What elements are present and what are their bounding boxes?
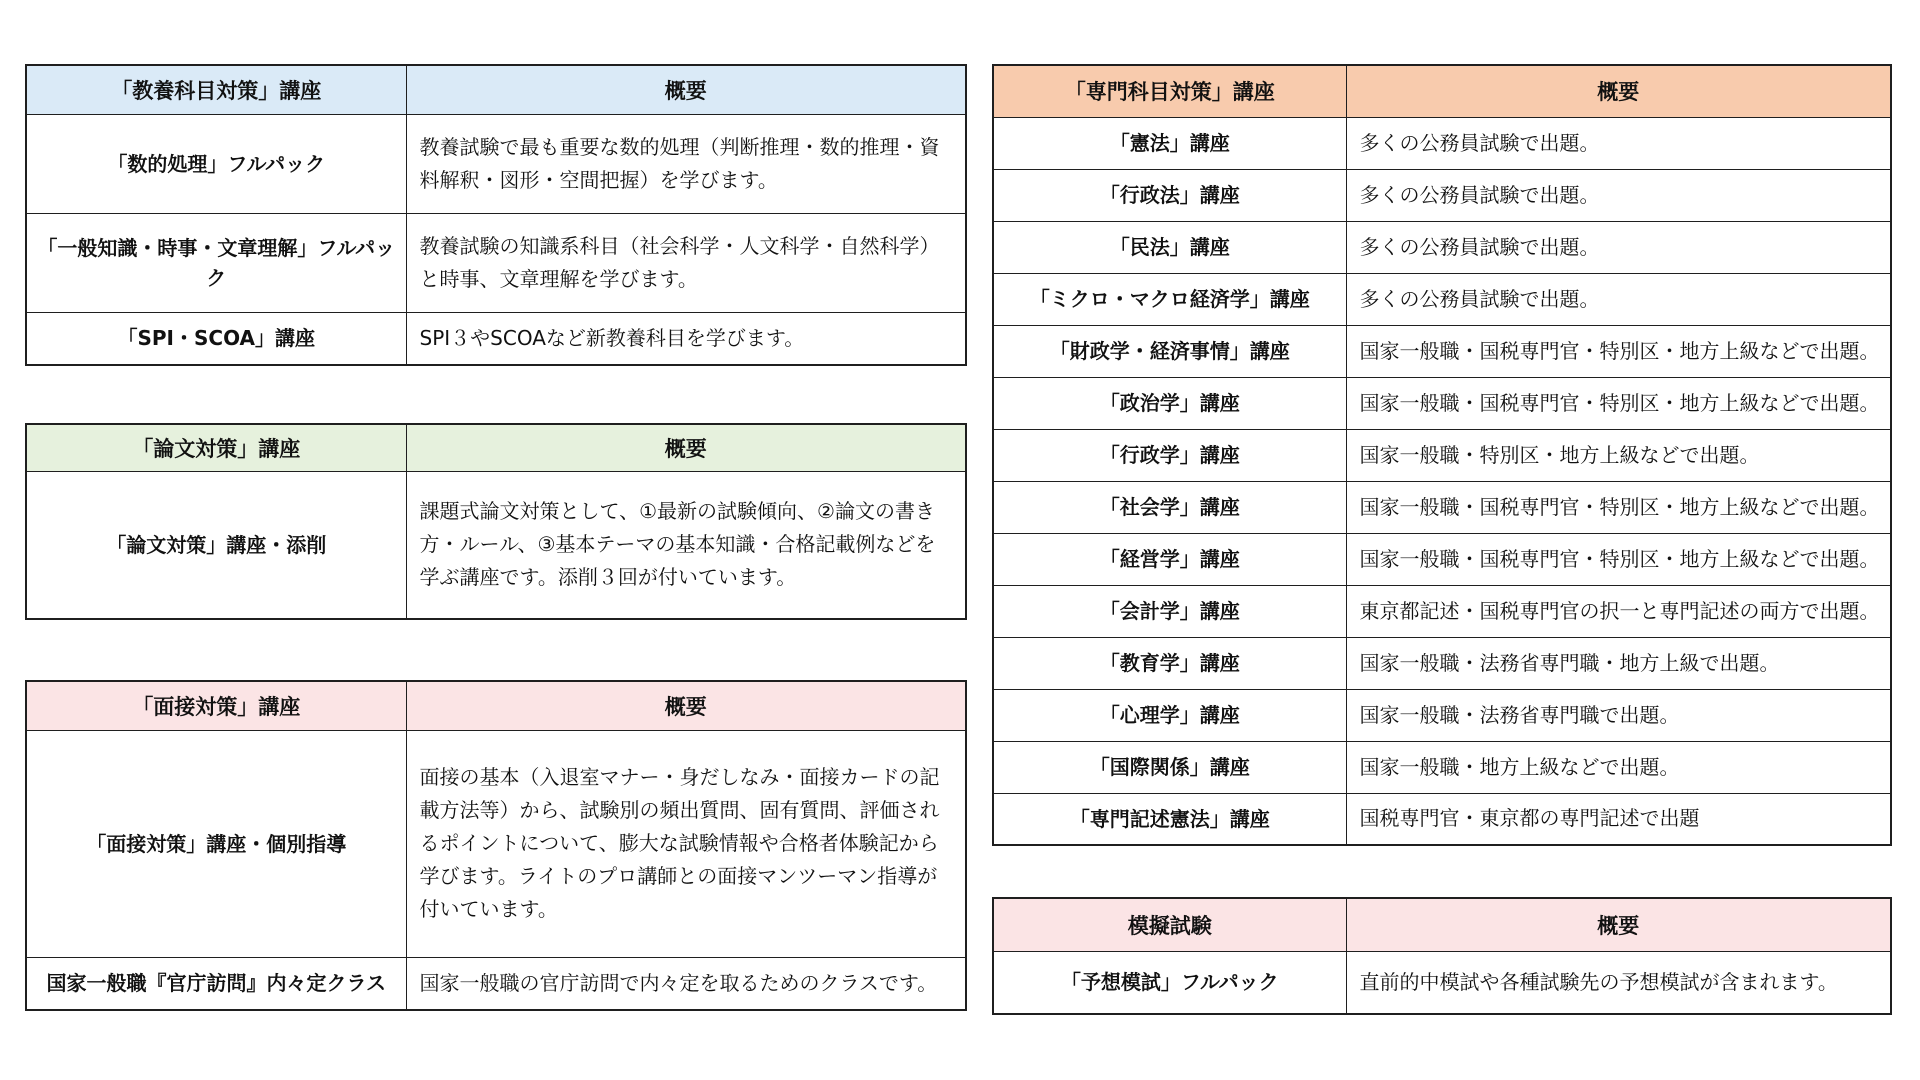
- mensetsu-taisaku-table: [25, 680, 967, 1011]
- course-name-cell: 「予想模試」フルパック: [993, 951, 1346, 1014]
- course-desc-cell: 面接の基本（入退室マナー・身だしなみ・面接カードの記載方法等）から、試験別の頻出質問、固有質問、評価されるポイントについて、膨大な試験情報や合格者体験記から学びます。ライトのプロ講師との面接マンツーマン指導が付いています。: [406, 730, 966, 957]
- course-name-cell: 「論文対策」講座・添削: [26, 471, 406, 619]
- table-row: [993, 325, 1891, 377]
- course-name-cell: 「行政法」講座: [993, 169, 1346, 221]
- table-row: [993, 221, 1891, 273]
- course-name-cell: 「教育学」講座: [993, 637, 1346, 689]
- table-row: [993, 689, 1891, 741]
- table-row: [26, 114, 966, 213]
- course-desc-cell: 多くの公務員試験で出題。: [1346, 117, 1891, 169]
- overview-header: 概要: [1346, 65, 1891, 117]
- course-desc-cell: 課題式論文対策として、①最新の試験傾向、②論文の書き方・ルール、③基本テーマの基本知識・合格記載例などを学ぶ講座です。添削３回が付いています。: [406, 471, 966, 619]
- course-desc-cell: 国家一般職・国税専門官・特別区・地方上級などで出題。: [1346, 377, 1891, 429]
- course-desc-cell: 教養試験で最も重要な数的処理（判断推理・数的推理・資料解釈・図形・空間把握）を学びます。: [406, 114, 966, 213]
- table-row: [993, 741, 1891, 793]
- course-name-cell: 「SPI・SCOA」講座: [26, 312, 406, 365]
- mogi-shiken-table: [992, 897, 1892, 1015]
- table-header-row: [26, 681, 966, 730]
- course-name-cell: 「会計学」講座: [993, 585, 1346, 637]
- table-header-row: [993, 898, 1891, 951]
- overview-header: 概要: [406, 424, 966, 471]
- table-header-row: [993, 65, 1891, 117]
- course-name-cell: 「専門記述憲法」講座: [993, 793, 1346, 845]
- overview-header: 概要: [1346, 898, 1891, 951]
- course-name-cell: 「行政学」講座: [993, 429, 1346, 481]
- kyoyo-kamoku-table: [25, 64, 967, 366]
- course-desc-cell: 国家一般職の官庁訪問で内々定を取るためのクラスです。: [406, 957, 966, 1010]
- course-name-cell: 「一般知識・時事・文章理解」フルパック: [26, 213, 406, 312]
- senmon-table-title: 「専門科目対策」講座: [993, 65, 1346, 117]
- course-desc-cell: 国家一般職・地方上級などで出題。: [1346, 741, 1891, 793]
- course-desc-cell: 多くの公務員試験で出題。: [1346, 273, 1891, 325]
- table-row: [993, 793, 1891, 845]
- course-name-cell: 「ミクロ・マクロ経済学」講座: [993, 273, 1346, 325]
- course-desc-cell: 国家一般職・国税専門官・特別区・地方上級などで出題。: [1346, 481, 1891, 533]
- table-row: [993, 637, 1891, 689]
- course-desc-cell: SPI３やSCOAなど新教養科目を学びます。: [406, 312, 966, 365]
- course-name-cell: 「民法」講座: [993, 221, 1346, 273]
- course-desc-cell: 国家一般職・国税専門官・特別区・地方上級などで出題。: [1346, 533, 1891, 585]
- senmon-kamoku-table: [992, 64, 1892, 846]
- course-desc-cell: 国家一般職・法務省専門職・地方上級で出題。: [1346, 637, 1891, 689]
- course-name-cell: 「心理学」講座: [993, 689, 1346, 741]
- ronbun-table-title: 「論文対策」講座: [26, 424, 406, 471]
- course-desc-cell: 国家一般職・特別区・地方上級などで出題。: [1346, 429, 1891, 481]
- table-row: [26, 312, 966, 365]
- table-header-row: [26, 65, 966, 114]
- table-row: [993, 377, 1891, 429]
- course-desc-cell: 東京都記述・国税専門官の択一と専門記述の両方で出題。: [1346, 585, 1891, 637]
- course-desc-cell: 多くの公務員試験で出題。: [1346, 169, 1891, 221]
- course-name-cell: 「社会学」講座: [993, 481, 1346, 533]
- course-desc-cell: 直前的中模試や各種試験先の予想模試が含まれます。: [1346, 951, 1891, 1014]
- table-row: [993, 481, 1891, 533]
- course-desc-cell: 国家一般職・国税専門官・特別区・地方上級などで出題。: [1346, 325, 1891, 377]
- table-header-row: [26, 424, 966, 471]
- table-row: [993, 429, 1891, 481]
- mensetsu-table-title: 「面接対策」講座: [26, 681, 406, 730]
- course-desc-cell: 国家一般職・法務省専門職で出題。: [1346, 689, 1891, 741]
- table-row: [26, 471, 966, 619]
- overview-header: 概要: [406, 65, 966, 114]
- course-name-cell: 国家一般職『官庁訪問』内々定クラス: [26, 957, 406, 1010]
- ronbun-taisaku-table: [25, 423, 967, 620]
- table-row: [993, 533, 1891, 585]
- table-row: [26, 730, 966, 957]
- course-name-cell: 「財政学・経済事情」講座: [993, 325, 1346, 377]
- table-row: [993, 117, 1891, 169]
- overview-header: 概要: [406, 681, 966, 730]
- course-name-cell: 「数的処理」フルパック: [26, 114, 406, 213]
- table-row: [993, 273, 1891, 325]
- course-name-cell: 「経営学」講座: [993, 533, 1346, 585]
- course-desc-cell: 教養試験の知識系科目（社会科学・人文科学・自然科学）と時事、文章理解を学びます。: [406, 213, 966, 312]
- course-desc-cell: 国税専門官・東京都の専門記述で出題: [1346, 793, 1891, 845]
- table-row: [993, 951, 1891, 1014]
- table-row: [26, 213, 966, 312]
- table-row: [993, 169, 1891, 221]
- course-name-cell: 「面接対策」講座・個別指導: [26, 730, 406, 957]
- course-name-cell: 「憲法」講座: [993, 117, 1346, 169]
- table-row: [26, 957, 966, 1010]
- kyoyo-table-title: 「教養科目対策」講座: [26, 65, 406, 114]
- course-desc-cell: 多くの公務員試験で出題。: [1346, 221, 1891, 273]
- mogi-table-title: 模擬試験: [993, 898, 1346, 951]
- table-row: [993, 585, 1891, 637]
- course-name-cell: 「国際関係」講座: [993, 741, 1346, 793]
- course-name-cell: 「政治学」講座: [993, 377, 1346, 429]
